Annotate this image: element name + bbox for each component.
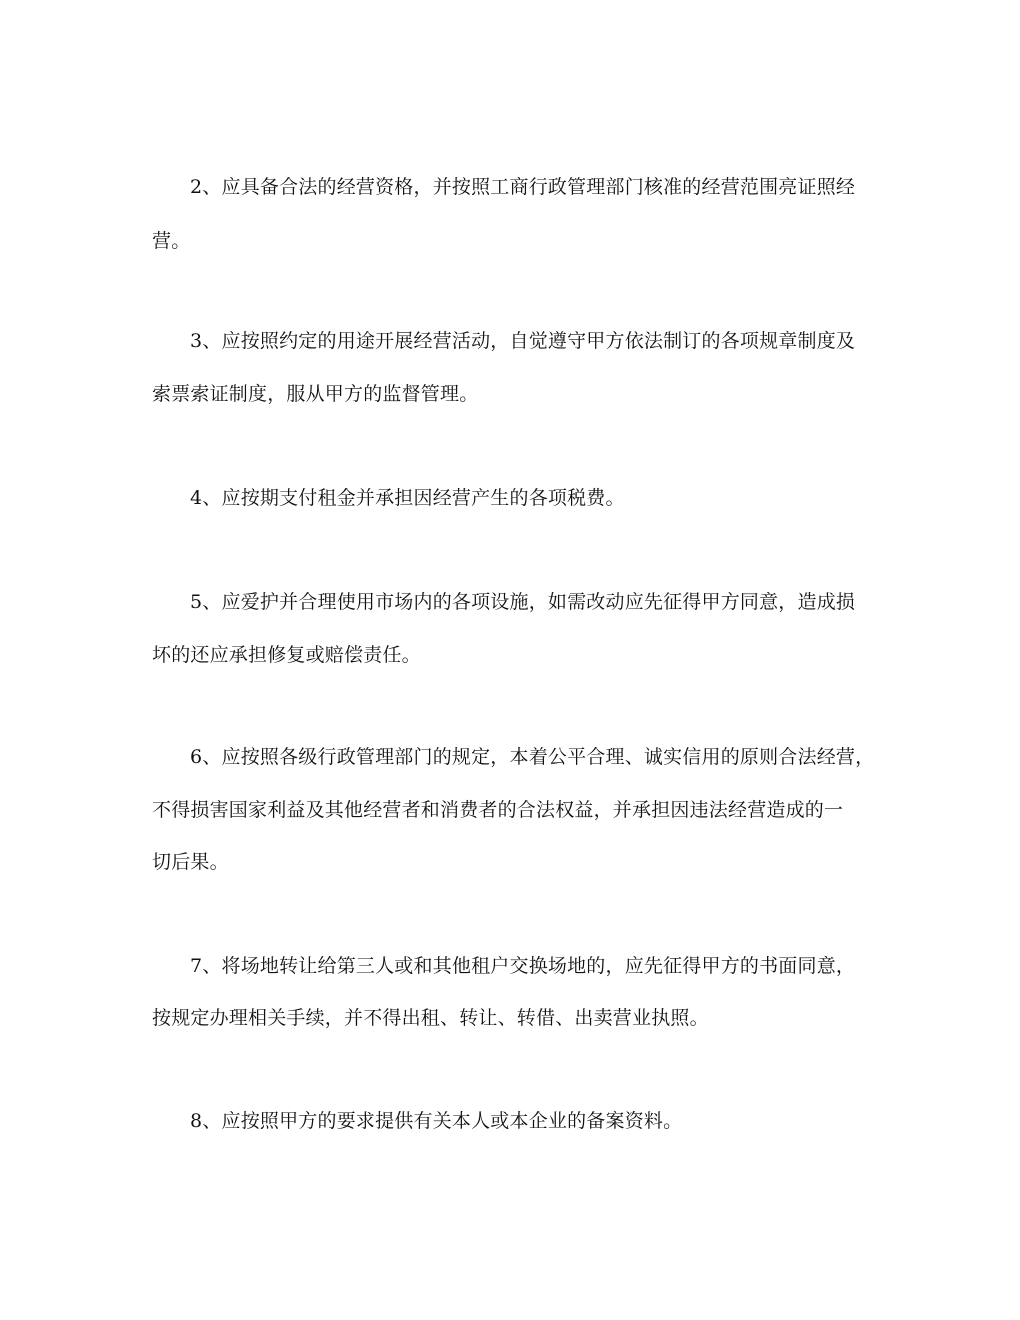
- paragraph-7-line-1: 7、将场地转让给第三人或和其他租户交换场地的，应先征得甲方的书面同意，: [190, 955, 856, 977]
- paragraph-3-line-2: 索票索证制度，服从甲方的监督管理。: [152, 383, 479, 405]
- paragraph-5-line-1: 5、应爱护并合理使用市场内的各项设施，如需改动应先征得甲方同意，造成损: [190, 591, 856, 613]
- paragraph-6-line-3: 切后果。: [152, 851, 229, 873]
- paragraph-2-line-1: 2、应具备合法的经营资格，并按照工商行政管理部门核准的经营范围亮证照经: [190, 176, 856, 198]
- paragraph-4-line-1: 4、应按期支付租金并承担因经营产生的各项税费。: [190, 487, 625, 509]
- paragraph-3-line-1: 3、应按照约定的用途开展经营活动，自觉遵守甲方依法制订的各项规章制度及: [190, 330, 856, 352]
- paragraph-8-line-1: 8、应按照甲方的要求提供有关本人或本企业的备案资料。: [190, 1110, 683, 1132]
- paragraph-2-line-2: 营。: [152, 230, 191, 252]
- paragraph-6-line-1: 6、应按照各级行政管理部门的规定，本着公平合理、诚实信用的原则合法经营，: [190, 746, 875, 768]
- paragraph-6-line-2: 不得损害国家利益及其他经营者和消费者的合法权益，并承担因违法经营造成的一: [152, 799, 844, 821]
- paragraph-7-line-2: 按规定办理相关手续，并不得出租、转让、转借、出卖营业执照。: [152, 1007, 709, 1029]
- paragraph-5-line-2: 坏的还应承担修复或赔偿责任。: [152, 644, 421, 666]
